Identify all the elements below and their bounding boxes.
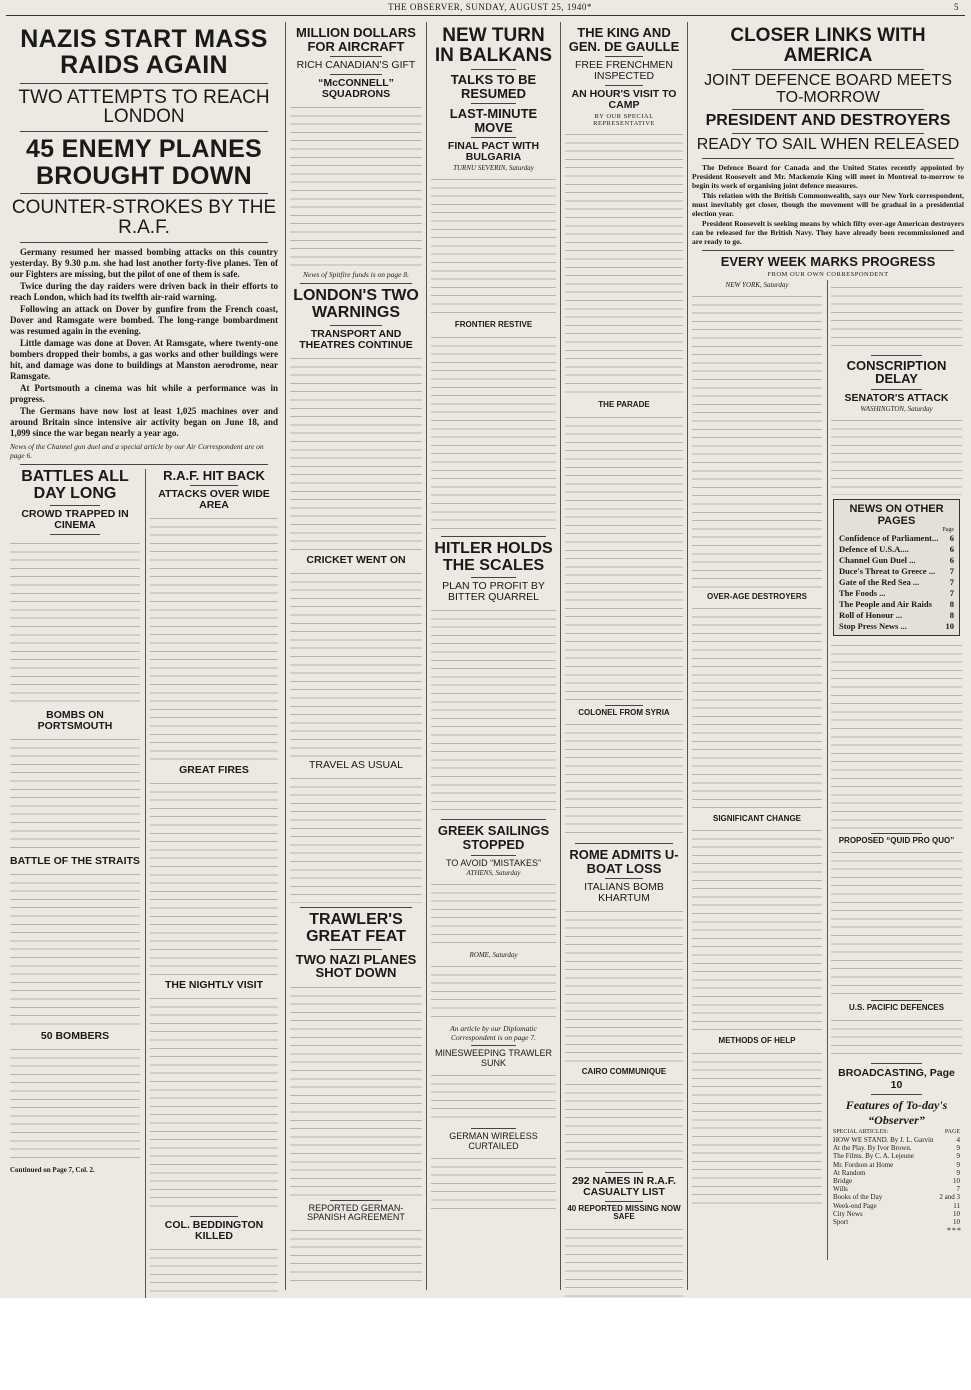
lead-paragraph: At Portsmouth a cinema was hit while a performance was in progress. [10, 382, 278, 404]
crowd-headline: CROWD TRAPPED IN CINEMA [21, 508, 129, 532]
news-item [839, 544, 954, 555]
top-rule [6, 15, 965, 16]
features-list [831, 1136, 962, 1226]
news-item-label: The People and Air Raids [839, 599, 932, 609]
counter-strokes-headline: COUNTER-STROKES BY THE R.A.F. [11, 196, 277, 238]
text-block [10, 869, 140, 1029]
dateline: NEW YORK, Saturday [725, 280, 789, 289]
text-block [565, 412, 683, 702]
cricket-headline: CRICKET WENT ON [306, 553, 406, 566]
last-minute-headline: LAST-MINUTE MOVE [449, 106, 538, 135]
feature-item-label: At Random [833, 1168, 866, 1177]
feature-item-page: 9 [956, 1152, 960, 1161]
rome-headline: ROME ADMITS U-BOAT LOSS [569, 847, 679, 876]
text-block [290, 1225, 422, 1285]
attacks-headline: ATTACKS OVER WIDE AREA [158, 488, 270, 512]
column-divider [687, 22, 688, 1290]
news-item-label: Confidence of Parliament... [839, 533, 939, 543]
free-frenchmen-headline: FREE FRENCHMEN INSPECTED [574, 59, 673, 83]
fires-headline: GREAT FIRES [179, 764, 249, 777]
conscription-headline: CONSCRIPTION DELAY [846, 357, 947, 387]
page-number: 5 [954, 2, 959, 12]
text-block [10, 1044, 140, 1164]
news-item-label: Channel Gun Duel ... [839, 555, 916, 565]
text-block [431, 605, 556, 815]
feature-item-page: 9 [956, 1144, 960, 1153]
lead-paragraph: Germany resumed her massed bombing attacks on this country yesterday. By 9.30 p.m. she had lost another forty-five planes. Ten of our Fighters are missing, but the pilot of one of them is safe. [10, 246, 278, 279]
bottom-margin [0, 1298, 971, 1390]
overage-headline: OVER-AGE DESTROYERS [706, 591, 807, 601]
lead-story-column [10, 22, 278, 1290]
feature-item-label: At the Play. By Ivor Brown. [833, 1144, 912, 1153]
news-item [839, 533, 954, 544]
broadcasting-note: BROADCASTING, Page 10 [838, 1066, 955, 1091]
diplomatic-note: An article by our Diplomatic Correspondent is on page 7. [450, 1024, 537, 1043]
bombers-headline: 50 BOMBERS [40, 1030, 110, 1043]
text-block [431, 1070, 556, 1125]
lead-subheadline: TWO ATTEMPTS TO REACH LONDON [18, 86, 270, 128]
news-item-page: 7 [949, 566, 954, 576]
dateline: ATHENS, Saturday [466, 869, 521, 878]
bulgaria-headline: FINAL PACT WITH BULGARIA [447, 140, 540, 164]
text-block [692, 291, 822, 591]
feature-item-page: 11 [953, 1201, 960, 1210]
london-warnings-headline: LONDON'S TWO WARNINGS [293, 287, 419, 322]
lead-paragraph: The Defence Board for Canada and the United States recently appointed by President Roosevelt and Mr. Mackenzie King will meet in Montreal to-morrow to begin its work of organising joint defence measures. [692, 163, 964, 191]
news-item-label: Defence of U.S.A.... [839, 544, 909, 554]
greek-headline: GREEK SAILINGS STOPPED [437, 823, 550, 853]
text-block [290, 773, 422, 903]
us-pacific-headline: U.S. PACIFIC DEFENCES [849, 1003, 944, 1013]
feature-item-page: 7 [956, 1185, 960, 1194]
feature-item [831, 1193, 962, 1201]
feature-item-label: The Films. By C. A. Lejeune [833, 1152, 914, 1161]
news-item [839, 566, 954, 577]
column-divider [560, 22, 561, 1290]
travel-headline: TRAVEL AS USUAL [309, 758, 403, 771]
every-week-headline: EVERY WEEK MARKS PROGRESS [720, 254, 936, 270]
lead-paragraph: The Germans have now lost at least 1,025 machines over and around Britain since intensive air activity began on June 18, and 1,099 since the war began nearly a year ago. [10, 405, 278, 438]
news-item [839, 577, 954, 588]
hitler-headline: HITLER HOLDS THE SCALES [434, 539, 553, 574]
million-dollars-headline: MILLION DOLLARS FOR AIRCRAFT [296, 25, 416, 54]
text-block [431, 174, 556, 319]
feature-item-label: HOW WE STAND. By J. L. Garvin [833, 1135, 934, 1144]
news-item-label: Roll of Honour ... [839, 610, 903, 620]
feature-item [831, 1136, 962, 1144]
frontier-headline: FRONTIER RESTIVE [454, 320, 533, 330]
lead-paragraph: President Roosevelt is seeking means by which fifty over-age American destroyers can be released for the British Navy. They have already been recommissioned and are ready to go. [692, 219, 964, 247]
text-block [692, 825, 822, 1035]
methods-headline: METHODS OF HELP [718, 1036, 796, 1046]
text-block [290, 568, 422, 758]
features-title: Features of To-day's “Observer” [845, 1097, 948, 1127]
text-block [565, 906, 683, 1066]
dateline: WASHINGTON, Saturday [860, 405, 933, 413]
text-block [431, 879, 556, 949]
text-block [565, 1079, 683, 1169]
text-block [831, 415, 962, 495]
nightly-visit-headline: THE NIGHTLY VISIT [164, 979, 264, 992]
dateline: ROME, Saturday [469, 951, 518, 960]
text-block [565, 719, 683, 839]
defence-board-headline: JOINT DEFENCE BOARD MEETS TO-MORROW [704, 71, 952, 106]
america-column [692, 22, 964, 1290]
end-stars: *** [947, 1226, 962, 1236]
straits-headline: BATTLE OF THE STRAITS [10, 855, 140, 868]
feature-item-page: 10 [953, 1177, 960, 1185]
feature-item-label: Week-end Page [833, 1201, 877, 1210]
column-divider [285, 22, 286, 1290]
rich-canadian-headline: RICH CANADIAN'S GIFT [296, 59, 416, 72]
feature-item-page: 9 [956, 1168, 960, 1177]
enemy-planes-headline: 45 ENEMY PLANES BROUGHT DOWN [25, 135, 263, 190]
text-block [692, 1048, 822, 1208]
lead-paragraph: This relation with the British Commonwealth, says our New York correspondent, must inevitably get closer, though the movement will be gradual in a presidential election year. [692, 191, 964, 219]
news-other-pages-box [833, 499, 960, 636]
news-item-page: 7 [949, 588, 954, 598]
feature-item-page: 4 [956, 1135, 960, 1144]
lead-paragraph: Following an attack on Dover by gunfire from the French coast, Dover and Ramsgate were bombed. The long-range bombardment was resumed again in the evening. [10, 303, 278, 336]
ready-to-sail-headline: READY TO SAIL WHEN RELEASED [696, 136, 960, 154]
trawler-headline: TRAWLER'S GREAT FEAT [306, 910, 406, 945]
news-item-page: 6 [949, 533, 954, 543]
text-block [10, 538, 140, 708]
casualty-headline: 292 NAMES IN R.A.F. CASUALTY LIST [572, 1174, 676, 1198]
news-item [839, 621, 954, 632]
byline: FROM OUR OWN CORRESPONDENT [767, 270, 889, 278]
feature-item [831, 1144, 962, 1152]
king-headline: THE KING AND GEN. DE GAULLE [568, 25, 680, 54]
text-block [565, 129, 683, 399]
parade-headline: THE PARADE [598, 400, 650, 410]
feature-item [831, 1177, 962, 1185]
mcconnell-headline: “McCONNELL” SQUADRONS [318, 77, 394, 101]
feature-item-label: Bridge [833, 1177, 853, 1185]
news-item [839, 599, 954, 610]
news-item-page: 6 [949, 555, 954, 565]
feature-item [831, 1161, 962, 1169]
minesweeping-headline: MINESWEEPING TRAWLER SUNK [434, 1048, 552, 1068]
balkans-column [431, 22, 556, 1290]
lead-paragraph: Twice during the day raiders were driven back in their efforts to reach London, which had its twelfth air-raid warning. [10, 280, 278, 302]
hours-visit-headline: AN HOUR'S VISIT TO CAMP [571, 88, 677, 112]
page-column-header: Page [942, 527, 954, 533]
lead-headline: NAZIS START MASS RAIDS AGAIN [20, 25, 268, 80]
avoid-headline: TO AVOID “MISTAKES” [445, 857, 541, 868]
plan-headline: PLAN TO PROFIT BY BITTER QUARREL [442, 580, 545, 604]
missing-headline: 40 REPORTED MISSING NOW SAFE [567, 1203, 681, 1222]
aircraft-column [290, 22, 422, 1290]
cairo-headline: CAIRO COMMUNIQUE [581, 1067, 667, 1077]
dateline: TURNU SEVERIN, Saturday [453, 164, 534, 173]
balkans-headline: NEW TURN IN BALKANS [434, 25, 553, 66]
text-block [831, 1015, 962, 1060]
news-item-label: Gate of the Red Sea ... [839, 577, 920, 587]
america-headline: CLOSER LINKS WITH AMERICA [730, 25, 926, 66]
news-item [839, 588, 954, 599]
feature-item-label: Mr. Fordson at Home [833, 1160, 894, 1169]
king-column [565, 22, 683, 1290]
destroyers-headline: PRESIDENT AND DESTROYERS [705, 112, 951, 130]
news-item-page: 10 [945, 621, 954, 631]
news-item [839, 555, 954, 566]
news-other-pages-title: NEWS ON OTHER PAGES [849, 503, 944, 527]
german-spanish-headline: REPORTED GERMAN-SPANISH AGREEMENT [307, 1202, 405, 1223]
feature-item-label: Books of the Day [833, 1193, 883, 1202]
column-divider [426, 22, 427, 1290]
talks-headline: TALKS TO BE RESUMED [450, 71, 537, 101]
lead-paragraphs [10, 247, 278, 439]
colonel-headline: COLONEL FROM SYRIA [578, 707, 670, 717]
feature-item [831, 1185, 962, 1193]
feature-item-page: 10 [953, 1209, 960, 1218]
italians-headline: ITALIANS BOMB KHARTUM [584, 881, 664, 905]
transport-headline: TRANSPORT AND THEATRES CONTINUE [299, 327, 413, 351]
news-item [839, 610, 954, 621]
america-lead [692, 163, 964, 246]
feature-item-page: 10 [953, 1218, 960, 1227]
text-block [831, 640, 962, 830]
byline: BY OUR SPECIAL REPRESENTATIVE [593, 113, 655, 128]
text-block [290, 102, 422, 267]
lead-paragraph: Little damage was done at Dover. At Ramsgate, where twenty-one bombers dropped their bombs, a gas works and other buildings were hit, and damage was done to buildings at Manston aerodrome, near Ramsgate. [10, 337, 278, 381]
feature-item-label: Wills [833, 1185, 848, 1194]
feature-item-page: 2 and 3 [939, 1193, 960, 1202]
feature-item [831, 1202, 962, 1210]
feature-item-page: 9 [956, 1160, 960, 1169]
quid-pro-quo-headline: PROPOSED “QUID PRO QUO” [838, 836, 955, 845]
text-block [431, 961, 556, 1021]
text-block [290, 353, 422, 553]
senator-headline: SENATOR'S ATTACK [844, 391, 949, 404]
text-block [10, 734, 140, 854]
news-item-page: 8 [949, 610, 954, 620]
text-block [831, 847, 962, 997]
news-item-label: Stop Press News ... [839, 621, 907, 631]
feature-item-label: Sport [833, 1218, 849, 1227]
news-item-label: The Foods ... [839, 588, 886, 598]
text-block [431, 332, 556, 532]
two-nazi-planes-headline: TWO NAZI PLANES SHOT DOWN [295, 951, 417, 981]
raf-hit-headline: R.A.F. HIT BACK [163, 467, 265, 483]
text-block [150, 1244, 278, 1304]
text-block [431, 1153, 556, 1213]
masthead-title: THE OBSERVER, SUNDAY, AUGUST 25, 1940* [388, 2, 592, 12]
significant-headline: SIGNIFICANT CHANGE [713, 814, 801, 824]
battles-headline: BATTLES ALL DAY LONG [21, 467, 129, 502]
feature-item [831, 1152, 962, 1160]
beddington-headline: COL. BEDDINGTON KILLED [164, 1219, 264, 1243]
text-block [692, 603, 822, 813]
news-item-page: 8 [949, 599, 954, 609]
news-item-page: 7 [949, 577, 954, 587]
portsmouth-headline: BOMBS ON PORTSMOUTH [37, 709, 113, 733]
news-item-page: 6 [949, 544, 954, 554]
spitfire-note: News of Spitfire funds is on page 8. [303, 270, 409, 280]
feature-item [831, 1169, 962, 1177]
text-block [150, 993, 278, 1213]
news-list [839, 533, 954, 632]
text-block [290, 982, 422, 1197]
features-page-label: PAGE [944, 1128, 960, 1135]
features-articles-label: SPECIAL ARTICLES: [833, 1128, 889, 1135]
news-item-label: Duce's Threat to Greece ... [839, 566, 936, 576]
text-block [831, 282, 962, 352]
wireless-headline: GERMAN WIRELESS CURTAILED [449, 1131, 538, 1151]
page6-note: News of the Channel gun duel and a special article by our Air Correspondent are on page 6. [10, 441, 264, 460]
masthead [0, 0, 971, 14]
text-block [150, 778, 278, 978]
feature-item-label: City News [833, 1209, 863, 1218]
feature-item [831, 1210, 962, 1218]
continued-note: Continued on Page 7, Col. 2. [10, 1166, 95, 1175]
feature-item [831, 1218, 962, 1226]
text-block [150, 513, 278, 763]
